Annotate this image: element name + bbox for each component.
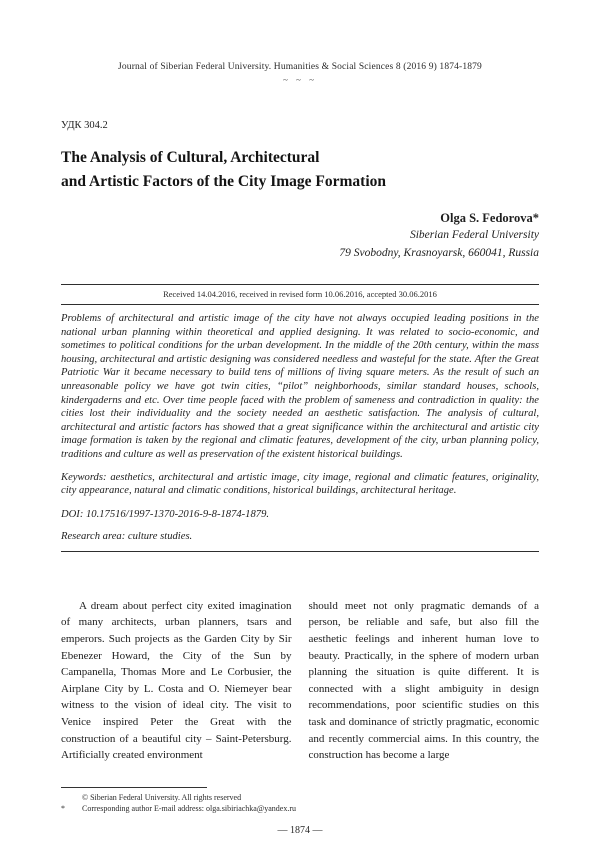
footnote-area: [61, 787, 539, 814]
udc-number: УДК 304.2: [61, 120, 108, 131]
body-columns: [61, 598, 539, 764]
received-block: [61, 284, 539, 305]
body-column-right: should meet not only pragmatic demands of a person, be reliable and safe, but also fill the aesthetic feelings and inherent human love to beauty. Practically, in the sphere of modern urban planning the situation is quite different. It is connected with a slight ambiguity in design recommendations, poor scientific studies on this task and dominance of strictly pragmatic, economic and recently commercial aims. In this country, the construction has become a large: [308, 599, 539, 762]
abstract-text: Problems of architectural and artistic image of the city have not always occupied leading positions in the national urban planning within theoretical and applied designing. It was related to socio-economic, and sometimes to political conditions for the urban development. In the middle of the 20th century, within the mass housing, architectural and artistic designing was considered needless and wasteful for the state. After the Great Patriotic War it became necessary to build tens of millions of living square meters. As the result of such an unreasonable policy we have got twin cities, “pilot” neighborhoods, similar standard houses, schools, kindergaderns and etc. Over time people faced with the problem of sameness and contradiction in quality: the cities lost their individuality and the society needed an aesthetic satisfaction. The analysis of cultural, architectural and artistic factors has showed that a great significance within the architectural and artistic city image formation is taken by the regional and climatic features, development of the city, urban planning policy, traditions and culture as well as preservation of the existent historical buildings.: [61, 313, 539, 460]
received-dates-line: Received 14.04.2016, received in revised form 10.06.2016, accepted 30.06.2016: [163, 289, 437, 300]
footnote-rule: [61, 787, 207, 788]
corresponding-author-text: Corresponding author E-mail address: olga.sibiriachka@yandex.ru: [82, 804, 296, 813]
keywords-text: Keywords: aesthetics, architectural and artistic image, city image, regional and climatic features, originality, city appearance, natural and climatic conditions, historical buildings, architectural heritage.: [61, 471, 539, 497]
body-column-left: A dream about perfect city exited imagination of many architects, urban planners, tsars and emperors. Such projects as the Garden City by Sir Ebenezer Howard, the City of the Sun by Campanella, Thomas More and Le Corbusier, the Airplane City by L. Costa and O. Niemeyer bear witness to the vision of ideal city. The visit to Venice inspired Peter the Great with the construction of a beautiful city – Saint-Petersburg. Artificially created environment: [61, 599, 292, 762]
doi-text: DOI: 10.17516/1997-1370-2016-9-8-1874-1879.: [61, 508, 270, 520]
tilde-separator: ~ ~ ~: [282, 75, 318, 85]
received-rule-bottom: [61, 304, 539, 305]
paper-title-line-1: The Analysis of Cultural, Architectural: [61, 149, 320, 166]
section-divider-rule: [61, 551, 539, 552]
paper-title-line-2: and Artistic Factors of the City Image Formation: [61, 173, 387, 191]
author-affiliation: Siberian Federal University: [409, 229, 539, 242]
journal-header-line: Journal of Siberian Federal University. Humanities & Social Sciences 8 (2016 9) 1874-1879: [118, 62, 482, 72]
author-address: 79 Svobodny, Krasnoyarsk, 660041, Russia: [339, 246, 539, 259]
corresponding-author-line: [61, 803, 539, 814]
paper-title: [61, 146, 539, 194]
copyright-line: © Siberian Federal University. All rights reserved: [82, 793, 242, 802]
author-block: [61, 211, 539, 261]
page-number: — 1874 —: [277, 825, 323, 836]
research-area-text: Research area: culture studies.: [61, 530, 193, 542]
author-name: Olga S. Fedorova*: [440, 211, 539, 226]
footnote-asterisk: *: [61, 804, 65, 813]
